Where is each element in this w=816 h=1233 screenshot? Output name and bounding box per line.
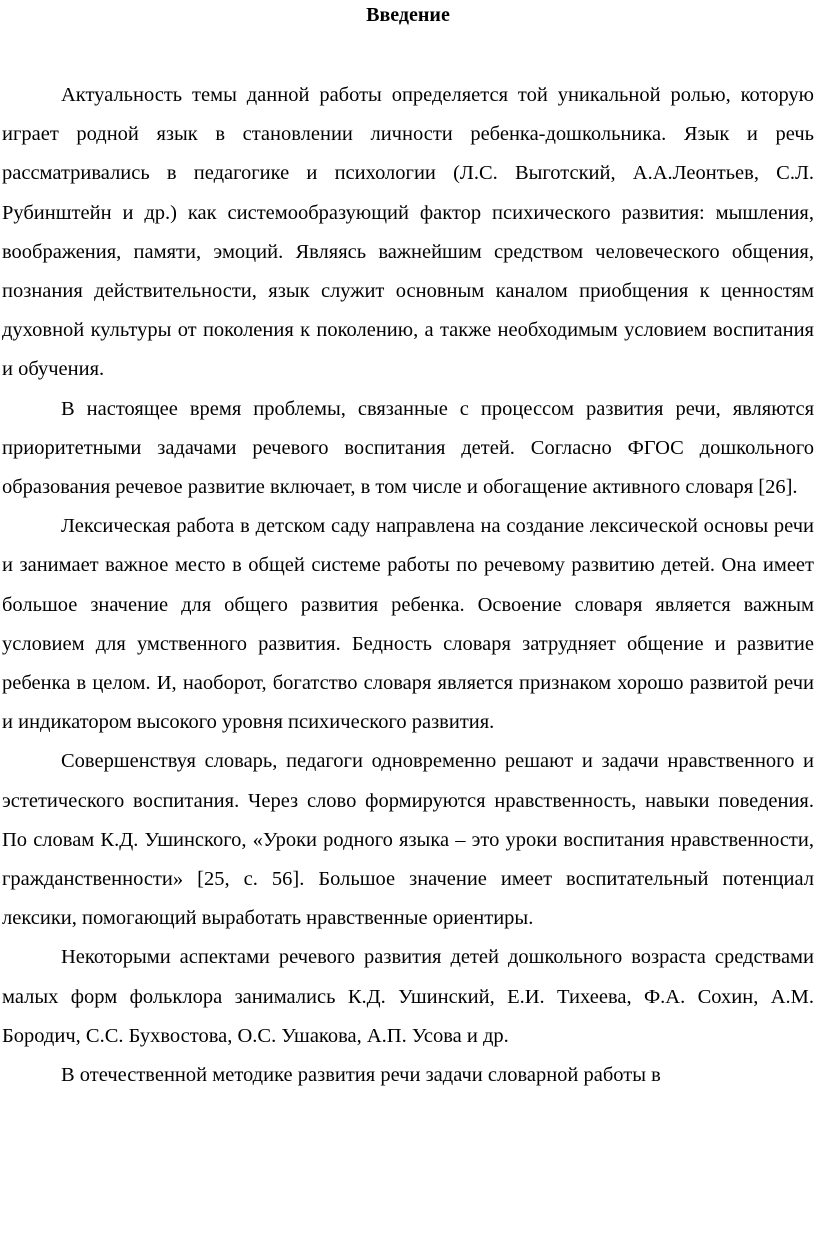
paragraph-folklore-research: Некоторыми аспектами речевого развития детей дошкольного возраста средствами малых форм фольклора занимались К.Д. Ушинский, Е.И. Тихеева, Ф.А. Сохин, А.М. Бородич, С.С. Бухвостова, О.С. Ушакова, А.П. Усова и др. <box>2 946 814 1047</box>
paragraph-speech-development: В настоящее время проблемы, связанные с процессом развития речи, являются приоритетными задачами речевого воспитания детей. Согласно ФГОС дошкольного образования речевое развитие включает, в том числе и обогащение активного словаря [26]. <box>2 397 814 499</box>
paragraph-methodology: В отечественной методике развития речи задачи словарной работы в <box>61 1064 661 1087</box>
page-title: Введение <box>366 4 450 26</box>
paragraph-relevance: Актуальность темы данной работы определяется той уникальной ролью, которую играет родной язык в становлении личности ребенка-дошкольника. Язык и речь рассматривались в педагогике и психологии (Л.С. Выготский, А.А.Леонтьев, С.Л. Рубинштейн и др.) как системообразующий фактор психического развития: мышления, воображения, памяти, эмоций. Являясь важнейшим средством человеческого общения, познания действительности, язык служит основным каналом приобщения к ценностям духовной культуры от поколения к поколению, а также необходимым условием воспитания и обучения. <box>2 84 814 381</box>
paragraph-vocabulary-education: Совершенствуя словарь, педагоги одновременно решают и задачи нравственного и эстетического воспитания. Через слово формируются нравственность, навыки поведения. По словам К.Д. Ушинского, «Уроки родного языка – это уроки воспитания нравственности, гражданственности» [25, с. 56]. Большое значение имеет воспитательный потенциал лексики, помогающий выработать нравственные ориентиры. <box>2 750 814 930</box>
paragraph-lexical-work: Лексическая работа в детском саду направлена на создание лексической основы речи и занимает важное место в общей системе работы по речевому развитию детей. Она имеет большое значение для общего развития ребенка. Освоение словаря является важным условием для умственного развития. Бедность словаря затрудняет общение и развитие ребенка в целом. И, наоборот, богатство словаря является признаком хорошо развитой речи и индикатором высокого уровня психического развития. <box>2 515 814 734</box>
